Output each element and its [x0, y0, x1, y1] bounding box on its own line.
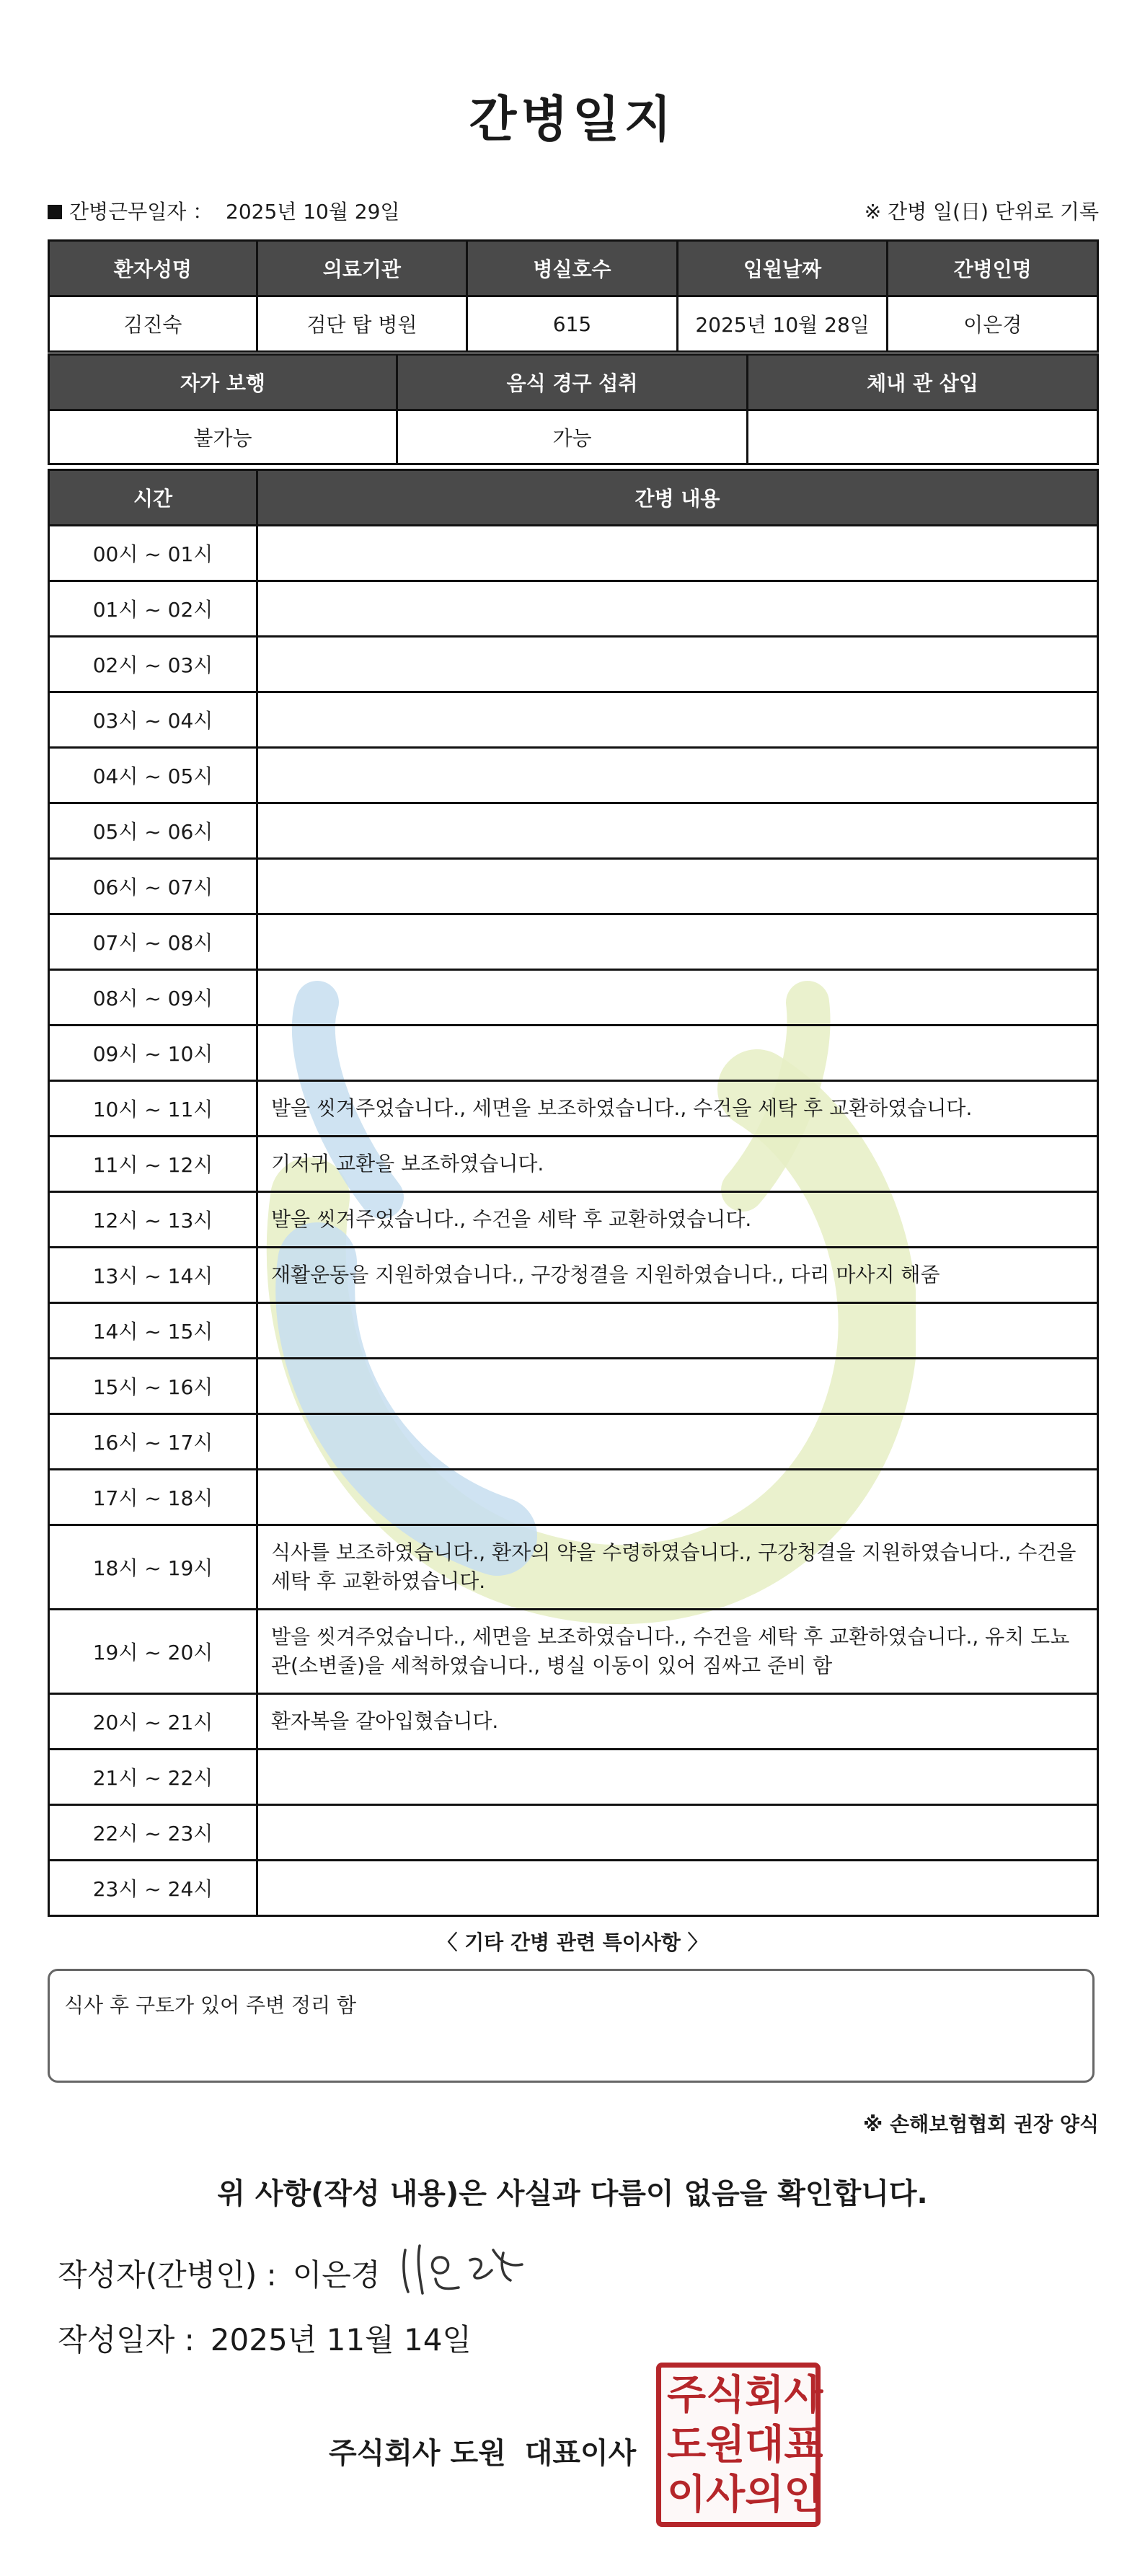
- time-cell: 21시 ~ 22시: [48, 1750, 258, 1806]
- caregiver-name: 이은경: [888, 297, 1099, 353]
- time-cell: 09시 ~ 10시: [48, 1026, 258, 1082]
- time-cell: 05시 ~ 06시: [48, 804, 258, 860]
- time-cell: 20시 ~ 21시: [48, 1695, 258, 1750]
- time-cell: 08시 ~ 09시: [48, 971, 258, 1026]
- company-name: 주식회사 도원: [329, 2437, 506, 2470]
- header-time: 시간: [48, 469, 258, 526]
- notes-heading: 〈 기타 간병 관련 특이사항 〉: [437, 1931, 708, 1954]
- table-row: [48, 1806, 1099, 1861]
- content-cell: [258, 1304, 1099, 1359]
- record-note: ※ 간병 일(日) 단위로 기록: [864, 200, 1099, 224]
- time-cell: 11시 ~ 12시: [48, 1137, 258, 1193]
- table-row: [48, 915, 1099, 971]
- table-row: [48, 1695, 1099, 1750]
- hospital: 검단 탑 병원: [258, 297, 469, 353]
- time-cell: 22시 ~ 23시: [48, 1806, 258, 1861]
- content-cell: [258, 582, 1099, 638]
- table-row: [48, 860, 1099, 915]
- room-number: 615: [468, 297, 678, 353]
- header-patient-name: 환자성명: [48, 239, 258, 297]
- time-cell: 00시 ~ 01시: [48, 526, 258, 582]
- content-cell: 재활운동을 지원하였습니다., 구강청결을 지원하였습니다., 다리 마사지 해줌: [258, 1248, 1099, 1304]
- table-row: [48, 971, 1099, 1026]
- header-care-content: 간병 내용: [258, 469, 1099, 526]
- content-cell: 환자복을 갈아입혔습니다.: [258, 1695, 1099, 1750]
- notes-text: 식사 후 구토가 있어 주변 정리 함: [64, 1993, 357, 2017]
- time-cell: 16시 ~ 17시: [48, 1415, 258, 1470]
- content-cell: 발을 씻겨주었습니다., 수건을 세탁 후 교환하였습니다.: [258, 1193, 1099, 1248]
- seal-character: 식: [706, 2371, 746, 2420]
- content-cell: [258, 1415, 1099, 1470]
- content-cell: [258, 1861, 1099, 1917]
- time-cell: 06시 ~ 07시: [48, 860, 258, 915]
- patient-info-table: [48, 239, 1099, 353]
- work-date-label: 간병근무일자 ：: [69, 200, 213, 224]
- header-self-walking: 자가 보행: [48, 353, 398, 411]
- notes-box: [48, 1969, 1095, 2083]
- admission-date: 2025년 10월 28일: [678, 297, 889, 353]
- content-cell: 기저귀 교환을 보조하였습니다.: [258, 1137, 1099, 1193]
- seal-characters: [667, 2370, 823, 2519]
- date-value: 2025년 11월 14일: [210, 2322, 472, 2357]
- seal-character: 인: [784, 2470, 823, 2518]
- oral-intake: 가능: [398, 411, 748, 465]
- content-cell: [258, 1026, 1099, 1082]
- time-cell: 01시 ~ 02시: [48, 582, 258, 638]
- table-row: [48, 1750, 1099, 1806]
- meta-row: [48, 196, 1099, 228]
- handwritten-signature: [395, 2236, 532, 2301]
- company-line: [329, 2430, 636, 2471]
- table-row: [48, 1248, 1099, 1304]
- header-hospital: 의료기관: [258, 239, 469, 297]
- table-row: [48, 638, 1099, 693]
- table-row: [48, 1026, 1099, 1082]
- patient-name: 김진숙: [48, 297, 258, 353]
- work-date: [48, 196, 399, 225]
- patient-status-table: [48, 353, 1099, 465]
- time-cell: 13시 ~ 14시: [48, 1248, 258, 1304]
- date-line: [58, 2316, 472, 2360]
- content-cell: [258, 1750, 1099, 1806]
- content-cell: 발을 씻겨주었습니다., 세면을 보조하였습니다., 수건을 세탁 후 교환하였습니다.: [258, 1082, 1099, 1137]
- work-date-value: 2025년 10월 29일: [226, 200, 400, 224]
- seal-character: 사: [706, 2470, 746, 2518]
- content-cell: [258, 804, 1099, 860]
- square-bullet-icon: [48, 205, 62, 219]
- table-row: [48, 1861, 1099, 1917]
- time-cell: 18시 ~ 19시: [48, 1526, 258, 1610]
- table-row: [48, 1082, 1099, 1137]
- time-cell: 12시 ~ 13시: [48, 1193, 258, 1248]
- content-cell: [258, 860, 1099, 915]
- time-cell: 23시 ~ 24시: [48, 1861, 258, 1917]
- seal-character: 표: [784, 2420, 823, 2469]
- table-row: [48, 749, 1099, 804]
- content-cell: [258, 971, 1099, 1026]
- seal-character: 도: [667, 2420, 707, 2469]
- header-tube-insertion: 체내 관 삽입: [748, 353, 1099, 411]
- table-row: [48, 1470, 1099, 1526]
- table-row: [48, 1193, 1099, 1248]
- table-row: [48, 1610, 1099, 1695]
- seal-character: 주: [667, 2371, 707, 2420]
- table-row: [48, 804, 1099, 860]
- time-cell: 10시 ~ 11시: [48, 1082, 258, 1137]
- table-row: [48, 1304, 1099, 1359]
- time-cell: 17시 ~ 18시: [48, 1470, 258, 1526]
- time-cell: 03시 ~ 04시: [48, 693, 258, 749]
- content-cell: [258, 638, 1099, 693]
- content-cell: [258, 693, 1099, 749]
- table-row: [48, 582, 1099, 638]
- date-label: 작성일자 :: [58, 2322, 195, 2357]
- seal-character: 회: [745, 2371, 784, 2420]
- time-cell: 07시 ~ 08시: [48, 915, 258, 971]
- header-room: 병실호수: [468, 239, 678, 297]
- self-walking: 불가능: [48, 411, 398, 465]
- author-label: 작성자(간병인) :: [58, 2257, 277, 2293]
- seal-character: 이: [667, 2470, 707, 2518]
- content-cell: [258, 1470, 1099, 1526]
- content-cell: [258, 915, 1099, 971]
- time-cell: 02시 ~ 03시: [48, 638, 258, 693]
- company-title: 대표이사: [524, 2437, 637, 2470]
- seal-character: 대: [745, 2420, 784, 2469]
- author-name: 이은경: [292, 2257, 381, 2293]
- care-log-table: [48, 469, 1099, 1917]
- table-row: [48, 693, 1099, 749]
- content-cell: [258, 526, 1099, 582]
- table-row: [48, 1359, 1099, 1415]
- content-cell: [258, 1359, 1099, 1415]
- confirmation-statement: 위 사항(작성 내용)은 사실과 다름이 없음을 확인합니다.: [217, 2177, 928, 2210]
- header-oral-intake: 음식 경구 섭취: [398, 353, 748, 411]
- header-admission-date: 입원날짜: [678, 239, 889, 297]
- content-cell: [258, 1806, 1099, 1861]
- table-row: [48, 1526, 1099, 1610]
- recommend-note: ※ 손해보험협회 권장 양식: [863, 2112, 1099, 2136]
- time-cell: 15시 ~ 16시: [48, 1359, 258, 1415]
- time-cell: 19시 ~ 20시: [48, 1610, 258, 1695]
- table-row: [48, 526, 1099, 582]
- seal-character: 사: [784, 2371, 823, 2420]
- company-seal-stamp: [656, 2363, 821, 2527]
- author-line: [58, 2251, 380, 2295]
- document-title: 간병일지: [469, 92, 676, 149]
- header-caregiver: 간병인명: [888, 239, 1099, 297]
- table-row: [48, 1415, 1099, 1470]
- seal-character: 원: [706, 2420, 746, 2469]
- content-cell: [258, 749, 1099, 804]
- tube-insertion: [748, 411, 1099, 465]
- content-cell: 발을 씻겨주었습니다., 세면을 보조하였습니다., 수건을 세탁 후 교환하였습니다., 유치 도뇨관(소변줄)을 세척하였습니다., 병실 이동이 있어 짐싸고 준비 함: [258, 1610, 1099, 1695]
- table-row: [48, 1137, 1099, 1193]
- seal-character: 의: [745, 2470, 784, 2518]
- content-cell: 식사를 보조하였습니다., 환자의 약을 수령하였습니다., 구강청결을 지원하였습니다., 수건을 세탁 후 교환하였습니다.: [258, 1526, 1099, 1610]
- time-cell: 14시 ~ 15시: [48, 1304, 258, 1359]
- time-cell: 04시 ~ 05시: [48, 749, 258, 804]
